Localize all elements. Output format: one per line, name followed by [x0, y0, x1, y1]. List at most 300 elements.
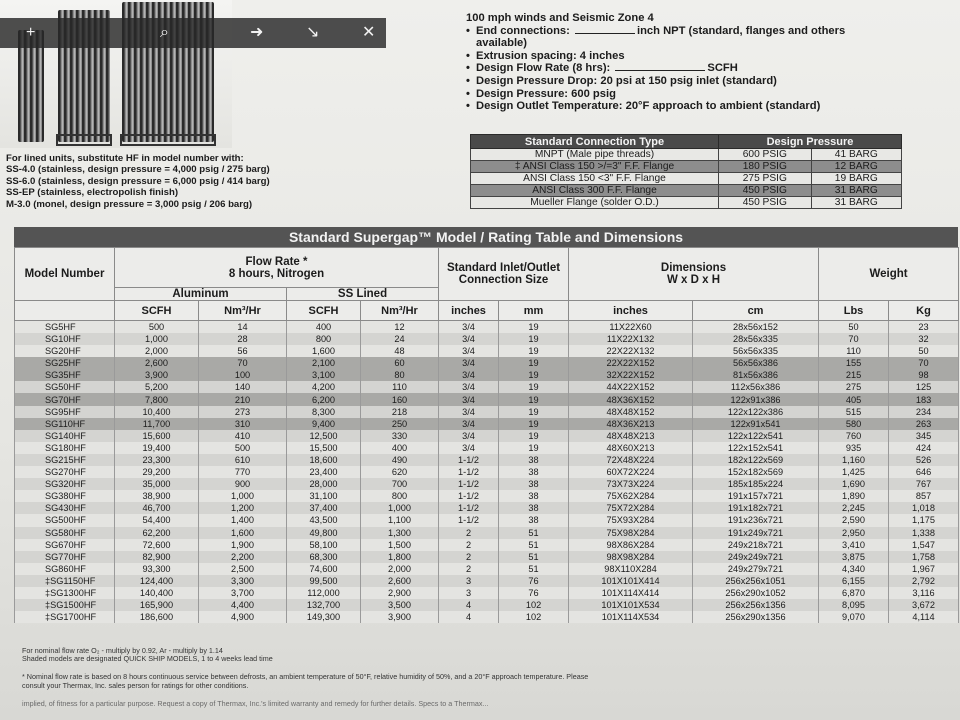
connection-row	[471, 173, 902, 185]
dim-inches-cell: 32X22X152	[569, 369, 693, 381]
weight-lbs-cell: 6,870	[819, 587, 889, 599]
weight-lbs-cell: 70	[819, 333, 889, 345]
conn-inches-cell: 1-1/2	[439, 454, 499, 466]
ss-scfh-cell: 12,500	[287, 430, 361, 442]
weight-kg-cell: 1,547	[889, 539, 959, 551]
conn-mm-cell: 19	[499, 430, 569, 442]
ss-scfh-cell: 18,600	[287, 454, 361, 466]
dim-inches-cell: 98X86X284	[569, 539, 693, 551]
dim-cm-cell: 249x218x721	[693, 539, 819, 551]
dim-cm-cell: 191x182x721	[693, 502, 819, 514]
table-row	[15, 527, 959, 539]
ss-scfh-cell: 9,400	[287, 418, 361, 430]
ss-nm3-cell: 2,600	[361, 575, 439, 587]
conn-inches-cell: 4	[439, 611, 499, 623]
table-row	[15, 369, 959, 381]
weight-kg-cell: 1,018	[889, 502, 959, 514]
dim-cm-cell: 256x290x1052	[693, 587, 819, 599]
weight-kg-cell: 234	[889, 406, 959, 418]
weight-lbs-cell: 155	[819, 357, 889, 369]
conn-inches-cell: 3/4	[439, 430, 499, 442]
conn-mm-cell: 51	[499, 563, 569, 575]
model-cell: SG50HF	[15, 381, 115, 393]
pressure-cell: 600 PSIG	[719, 149, 812, 161]
model-cell: SG860HF	[15, 563, 115, 575]
model-cell: SG20HF	[15, 345, 115, 357]
dim-cm-cell: 81x56x386	[693, 369, 819, 381]
table-row	[15, 466, 959, 478]
weight-kg-cell: 23	[889, 321, 959, 334]
ss-scfh-cell: 3,100	[287, 369, 361, 381]
al-nm3-cell: 100	[199, 369, 287, 381]
footnote: For nominal flow rate O₂ - multiply by 0.92, Ar - multiply by 1.14	[22, 646, 223, 655]
aluminum-header: Aluminum	[115, 288, 287, 301]
weight-lbs-cell: 515	[819, 406, 889, 418]
table-row	[15, 587, 959, 599]
dim-cm-cell: 249x249x721	[693, 551, 819, 563]
footnotes	[22, 647, 942, 708]
table-row	[15, 599, 959, 611]
conn-mm-cell: 19	[499, 321, 569, 334]
conn-inches-cell: 3/4	[439, 321, 499, 334]
weight-lbs-cell: 935	[819, 442, 889, 454]
al-scfh-cell: 1,000	[115, 333, 199, 345]
ss-scfh-cell: 68,300	[287, 551, 361, 563]
al-scfh-cell: 72,600	[115, 539, 199, 551]
weight-lbs-cell: 9,070	[819, 611, 889, 623]
weight-kg-cell: 857	[889, 490, 959, 502]
al-scfh-cell: 15,600	[115, 430, 199, 442]
al-nm3-cell: 14	[199, 321, 287, 334]
blank-field	[575, 25, 635, 34]
model-cell: ‡SG1300HF	[15, 587, 115, 599]
ss-scfh-cell: 132,700	[287, 599, 361, 611]
pressure-cell: 31 BARG	[811, 185, 901, 197]
al-nm3-cell: 4,400	[199, 599, 287, 611]
conn-mm-cell: 102	[499, 599, 569, 611]
spec-line: 100 mph winds and Seismic Zone 4	[466, 12, 654, 24]
al-scfh-cell: 35,000	[115, 478, 199, 490]
connection-row	[471, 185, 902, 197]
weight-header: Weight	[819, 248, 959, 301]
conn-inches-cell: 2	[439, 527, 499, 539]
pressure-cell: 12 BARG	[811, 161, 901, 173]
close-icon[interactable]: ✕	[362, 24, 376, 41]
ss-nm3-cell: 60	[361, 357, 439, 369]
table-row	[15, 442, 959, 454]
weight-lbs-cell: 405	[819, 393, 889, 405]
al-nm3-cell: 3,300	[199, 575, 287, 587]
dim-cm-cell: 191x236x721	[693, 514, 819, 526]
note-line: SS-4.0 (stainless, design pressure = 4,000 psig / 275 barg)	[6, 164, 270, 176]
dimensions-header: Dimensions W x D x H	[569, 248, 819, 301]
ss-lined-header: SS Lined	[287, 288, 439, 301]
dim-inches-cell: 72X48X224	[569, 454, 693, 466]
dim-inches-cell: 48X36X213	[569, 418, 693, 430]
connection-type-cell: ANSI Class 150 <3" F.F. Flange	[471, 173, 719, 185]
dim-inches-cell: 48X48X152	[569, 406, 693, 418]
weight-kg-cell: 1,175	[889, 514, 959, 526]
table-row	[15, 430, 959, 442]
conn-mm-cell: 51	[499, 527, 569, 539]
ss-nm3-cell: 80	[361, 369, 439, 381]
note-line: M-3.0 (monel, design pressure = 3,000 psig / 206 barg)	[6, 198, 253, 210]
ss-nm3-cell: 24	[361, 333, 439, 345]
mm-header: mm	[499, 301, 569, 321]
weight-lbs-cell: 2,950	[819, 527, 889, 539]
table-row	[15, 551, 959, 563]
conn-inches-cell: 3/4	[439, 333, 499, 345]
conn-inches-cell: 3/4	[439, 381, 499, 393]
dim-cm-cell: 152x182x569	[693, 466, 819, 478]
dim-cm-cell: 122x122x541	[693, 430, 819, 442]
spec-line: • Design Pressure: 600 psig	[466, 87, 616, 100]
weight-kg-cell: 646	[889, 466, 959, 478]
forward-arrow-icon[interactable]: ➜	[250, 24, 264, 41]
weight-lbs-cell: 760	[819, 430, 889, 442]
weight-lbs-cell: 8,095	[819, 599, 889, 611]
conn-mm-cell: 19	[499, 393, 569, 405]
model-cell: SG670HF	[15, 539, 115, 551]
lbs-header: Lbs	[819, 301, 889, 321]
table-row	[15, 454, 959, 466]
scfh-header: SCFH	[115, 301, 199, 321]
unit-stand	[120, 134, 216, 146]
weight-kg-cell: 2,792	[889, 575, 959, 587]
table-row	[15, 539, 959, 551]
weight-lbs-cell: 1,690	[819, 478, 889, 490]
model-cell: SG140HF	[15, 430, 115, 442]
al-nm3-cell: 900	[199, 478, 287, 490]
weight-lbs-cell: 580	[819, 418, 889, 430]
model-cell: SG95HF	[15, 406, 115, 418]
dim-cm-cell: 182x122x569	[693, 454, 819, 466]
weight-kg-cell: 263	[889, 418, 959, 430]
ss-nm3-cell: 1,500	[361, 539, 439, 551]
conn-inches-cell: 3/4	[439, 393, 499, 405]
conn-mm-cell: 19	[499, 442, 569, 454]
lined-unit-notes	[6, 153, 406, 210]
connection-row	[471, 149, 902, 161]
al-scfh-cell: 19,400	[115, 442, 199, 454]
conn-inches-cell: 1-1/2	[439, 466, 499, 478]
weight-lbs-cell: 6,155	[819, 575, 889, 587]
model-cell: SG70HF	[15, 393, 115, 405]
ss-scfh-cell: 8,300	[287, 406, 361, 418]
dim-inches-cell: 101X114X534	[569, 611, 693, 623]
ss-nm3-cell: 160	[361, 393, 439, 405]
spec-line: • Extrusion spacing: 4 inches	[466, 49, 625, 62]
note-line: SS-EP (stainless, electropolish finish)	[6, 187, 179, 199]
weight-kg-cell: 50	[889, 345, 959, 357]
ss-scfh-cell: 43,500	[287, 514, 361, 526]
dim-inches-cell: 98X110X284	[569, 563, 693, 575]
dim-cm-cell: 56x56x386	[693, 357, 819, 369]
footnote: consult your Thermax, Inc. sales person for ratings for other conditions.	[22, 680, 249, 690]
ss-nm3-cell: 620	[361, 466, 439, 478]
weight-lbs-cell: 2,590	[819, 514, 889, 526]
al-nm3-cell: 1,000	[199, 490, 287, 502]
model-cell: ‡SG1700HF	[15, 611, 115, 623]
conn-mm-cell: 38	[499, 454, 569, 466]
conn-inches-cell: 3/4	[439, 345, 499, 357]
dim-cm-cell: 122x122x386	[693, 406, 819, 418]
zoom-icon[interactable]: ⌕	[160, 24, 169, 41]
table-row	[15, 563, 959, 575]
al-scfh-cell: 82,900	[115, 551, 199, 563]
weight-kg-cell: 3,116	[889, 587, 959, 599]
dim-inches-cell: 11X22X132	[569, 333, 693, 345]
conn-inches-cell: 3/4	[439, 406, 499, 418]
al-nm3-cell: 273	[199, 406, 287, 418]
ss-nm3-cell: 250	[361, 418, 439, 430]
conn-mm-cell: 38	[499, 490, 569, 502]
weight-kg-cell: 345	[889, 430, 959, 442]
dim-inches-cell: 73X73X224	[569, 478, 693, 490]
ss-scfh-cell: 4,200	[287, 381, 361, 393]
table-row	[15, 575, 959, 587]
pressure-cell: 19 BARG	[811, 173, 901, 185]
al-nm3-cell: 1,200	[199, 502, 287, 514]
nm3-header: Nm³/Hr	[199, 301, 287, 321]
dim-inches-cell: 75X72X284	[569, 502, 693, 514]
conn-mm-cell: 51	[499, 539, 569, 551]
pointer-icon[interactable]: ↘	[306, 24, 320, 41]
pressure-cell: 450 PSIG	[719, 185, 812, 197]
dim-inches-cell: 48X48X213	[569, 430, 693, 442]
ss-scfh-cell: 23,400	[287, 466, 361, 478]
dim-cm-cell: 191x249x721	[693, 527, 819, 539]
footnote: implied, of fitness for a particular purpose. Request a copy of Thermax, Inc.'s limited warranty and remedy for further details. Specs to a Thermax...	[22, 698, 489, 708]
model-cell: SG270HF	[15, 466, 115, 478]
ss-nm3-cell: 3,500	[361, 599, 439, 611]
dim-inches-cell: 101X114X414	[569, 587, 693, 599]
al-nm3-cell: 210	[199, 393, 287, 405]
weight-lbs-cell: 3,410	[819, 539, 889, 551]
weight-lbs-cell: 3,875	[819, 551, 889, 563]
connection-row	[471, 161, 902, 173]
connection-row	[471, 197, 902, 209]
weight-lbs-cell: 110	[819, 345, 889, 357]
conn-inches-cell: 2	[439, 551, 499, 563]
connection-type-cell: ‡ ANSI Class 150 >/=3" F.F. Flange	[471, 161, 719, 173]
table-row	[15, 357, 959, 369]
weight-kg-cell: 3,672	[889, 599, 959, 611]
weight-kg-cell: 32	[889, 333, 959, 345]
model-cell: SG380HF	[15, 490, 115, 502]
ss-nm3-cell: 490	[361, 454, 439, 466]
connection-type-table	[470, 134, 902, 209]
weight-kg-cell: 98	[889, 369, 959, 381]
weight-lbs-cell: 1,890	[819, 490, 889, 502]
weight-kg-cell: 1,338	[889, 527, 959, 539]
conn-mm-cell: 19	[499, 418, 569, 430]
weight-kg-cell: 4,114	[889, 611, 959, 623]
al-scfh-cell: 7,800	[115, 393, 199, 405]
conn-mm-cell: 76	[499, 587, 569, 599]
dim-cm-cell: 122x152x541	[693, 442, 819, 454]
conn-inches-cell: 1-1/2	[439, 514, 499, 526]
spec-list	[466, 12, 936, 113]
pressure-cell: 180 PSIG	[719, 161, 812, 173]
model-cell: SG500HF	[15, 514, 115, 526]
table-row	[15, 345, 959, 357]
ss-nm3-cell: 1,300	[361, 527, 439, 539]
al-nm3-cell: 140	[199, 381, 287, 393]
al-scfh-cell: 62,200	[115, 527, 199, 539]
footnote: * Nominal flow rate is based on 8 hours continuous service between defrosts, an ambient temperature of 50°F, relative humidity of 50%, and a 20°F approach temperature. Please	[22, 672, 589, 682]
ss-scfh-cell: 49,800	[287, 527, 361, 539]
al-scfh-cell: 140,400	[115, 587, 199, 599]
conn-mm-cell: 19	[499, 369, 569, 381]
dim-inches-cell: 75X98X284	[569, 527, 693, 539]
dim-inches-cell: 22X22X152	[569, 357, 693, 369]
plus-icon[interactable]: +	[26, 24, 36, 41]
ss-scfh-cell: 112,000	[287, 587, 361, 599]
ss-nm3-cell: 700	[361, 478, 439, 490]
spec-line: available)	[476, 37, 527, 50]
dim-inches-cell: 60X72X224	[569, 466, 693, 478]
model-cell: SG25HF	[15, 357, 115, 369]
model-cell: SG180HF	[15, 442, 115, 454]
conn-mm-cell: 38	[499, 514, 569, 526]
al-nm3-cell: 610	[199, 454, 287, 466]
model-cell: SG35HF	[15, 369, 115, 381]
ss-scfh-cell: 2,100	[287, 357, 361, 369]
model-cell: SG215HF	[15, 454, 115, 466]
ss-nm3-cell: 2,900	[361, 587, 439, 599]
dim-inches-cell: 44X22X152	[569, 381, 693, 393]
table-row	[15, 502, 959, 514]
conn-inches-cell: 4	[439, 599, 499, 611]
conn-inches-cell: 1-1/2	[439, 478, 499, 490]
spec-line: • Design Pressure Drop: 20 psi at 150 psig inlet (standard)	[466, 74, 777, 87]
cm-header: cm	[693, 301, 819, 321]
ss-scfh-cell: 74,600	[287, 563, 361, 575]
dim-inches-cell: 101X101X414	[569, 575, 693, 587]
scfh-header: SCFH	[287, 301, 361, 321]
weight-lbs-cell: 275	[819, 381, 889, 393]
model-cell: SG5HF	[15, 321, 115, 334]
weight-lbs-cell: 50	[819, 321, 889, 334]
conn-mm-cell: 102	[499, 611, 569, 623]
table-row	[15, 514, 959, 526]
ss-nm3-cell: 3,900	[361, 611, 439, 623]
dim-cm-cell: 28x56x335	[693, 333, 819, 345]
pressure-cell: 450 PSIG	[719, 197, 812, 209]
model-number-header: Model Number	[15, 248, 115, 301]
al-nm3-cell: 2,500	[199, 563, 287, 575]
conn-mm-cell: 19	[499, 406, 569, 418]
spec-line: • Design Outlet Temperature: 20°F approach to ambient (standard)	[466, 100, 821, 113]
connection-type-cell: Mueller Flange (solder O.D.)	[471, 197, 719, 209]
spec-line: • Design Flow Rate (8 hrs): SCFH	[466, 62, 738, 75]
al-scfh-cell: 23,300	[115, 454, 199, 466]
model-cell: ‡SG1150HF	[15, 575, 115, 587]
weight-kg-cell: 424	[889, 442, 959, 454]
ss-scfh-cell: 58,100	[287, 539, 361, 551]
al-nm3-cell: 1,600	[199, 527, 287, 539]
conn-inches-cell: 3	[439, 575, 499, 587]
dim-inches-cell: 48X60X213	[569, 442, 693, 454]
al-scfh-cell: 46,700	[115, 502, 199, 514]
al-scfh-cell: 11,700	[115, 418, 199, 430]
dim-cm-cell: 122x91x386	[693, 393, 819, 405]
media-control-bar[interactable]	[0, 18, 386, 48]
conn-mm-cell: 38	[499, 478, 569, 490]
dim-cm-cell: 256x256x1356	[693, 599, 819, 611]
ss-nm3-cell: 1,100	[361, 514, 439, 526]
model-cell: SG430HF	[15, 502, 115, 514]
connection-type-cell: ANSI Class 300 F.F. Flange	[471, 185, 719, 197]
ss-nm3-cell: 330	[361, 430, 439, 442]
conn-inches-cell: 3/4	[439, 442, 499, 454]
conn-inches-cell: 3	[439, 587, 499, 599]
weight-kg-cell: 526	[889, 454, 959, 466]
al-nm3-cell: 70	[199, 357, 287, 369]
ss-nm3-cell: 400	[361, 442, 439, 454]
weight-kg-cell: 70	[889, 357, 959, 369]
ss-nm3-cell: 12	[361, 321, 439, 334]
model-cell: SG320HF	[15, 478, 115, 490]
inches-header: inches	[439, 301, 499, 321]
al-scfh-cell: 93,300	[115, 563, 199, 575]
al-nm3-cell: 500	[199, 442, 287, 454]
ss-scfh-cell: 400	[287, 321, 361, 334]
ss-scfh-cell: 15,500	[287, 442, 361, 454]
weight-kg-cell: 1,758	[889, 551, 959, 563]
table-row	[15, 333, 959, 345]
dim-cm-cell: 122x91x541	[693, 418, 819, 430]
weight-kg-cell: 1,967	[889, 563, 959, 575]
dim-cm-cell: 256x290x1356	[693, 611, 819, 623]
model-cell: SG110HF	[15, 418, 115, 430]
unit-stand	[56, 134, 112, 146]
conn-inches-cell: 3/4	[439, 369, 499, 381]
table-row	[15, 406, 959, 418]
al-nm3-cell: 4,900	[199, 611, 287, 623]
ss-nm3-cell: 1,800	[361, 551, 439, 563]
conn-inches-cell: 2	[439, 563, 499, 575]
footnote: Shaded models are designated QUICK SHIP MODELS, 1 to 4 weeks lead time	[22, 654, 273, 664]
al-scfh-cell: 29,200	[115, 466, 199, 478]
weight-lbs-cell: 2,245	[819, 502, 889, 514]
dim-cm-cell: 28x56x152	[693, 321, 819, 334]
note-line: SS-6.0 (stainless, design pressure = 6,000 psig / 414 barg)	[6, 175, 270, 187]
ss-nm3-cell: 800	[361, 490, 439, 502]
spec-line: • End connections: inch NPT (standard, flanges and others	[466, 24, 846, 37]
note-line: For lined units, substitute HF in model number with:	[6, 153, 244, 164]
rating-table	[14, 247, 959, 623]
al-scfh-cell: 5,200	[115, 381, 199, 393]
dim-cm-cell: 256x256x1051	[693, 575, 819, 587]
kg-header: Kg	[889, 301, 959, 321]
weight-kg-cell: 183	[889, 393, 959, 405]
dim-cm-cell: 249x279x721	[693, 563, 819, 575]
al-nm3-cell: 310	[199, 418, 287, 430]
ss-scfh-cell: 6,200	[287, 393, 361, 405]
conn-mm-cell: 38	[499, 502, 569, 514]
ss-scfh-cell: 800	[287, 333, 361, 345]
al-nm3-cell: 28	[199, 333, 287, 345]
rating-table-title: Standard Supergap™ Model / Rating Table and Dimensions	[14, 227, 958, 247]
blank-header	[15, 301, 115, 321]
connection-size-header: Standard Inlet/Outlet Connection Size	[439, 248, 569, 301]
al-nm3-cell: 56	[199, 345, 287, 357]
table-row	[15, 393, 959, 405]
al-scfh-cell: 2,600	[115, 357, 199, 369]
al-scfh-cell: 124,400	[115, 575, 199, 587]
